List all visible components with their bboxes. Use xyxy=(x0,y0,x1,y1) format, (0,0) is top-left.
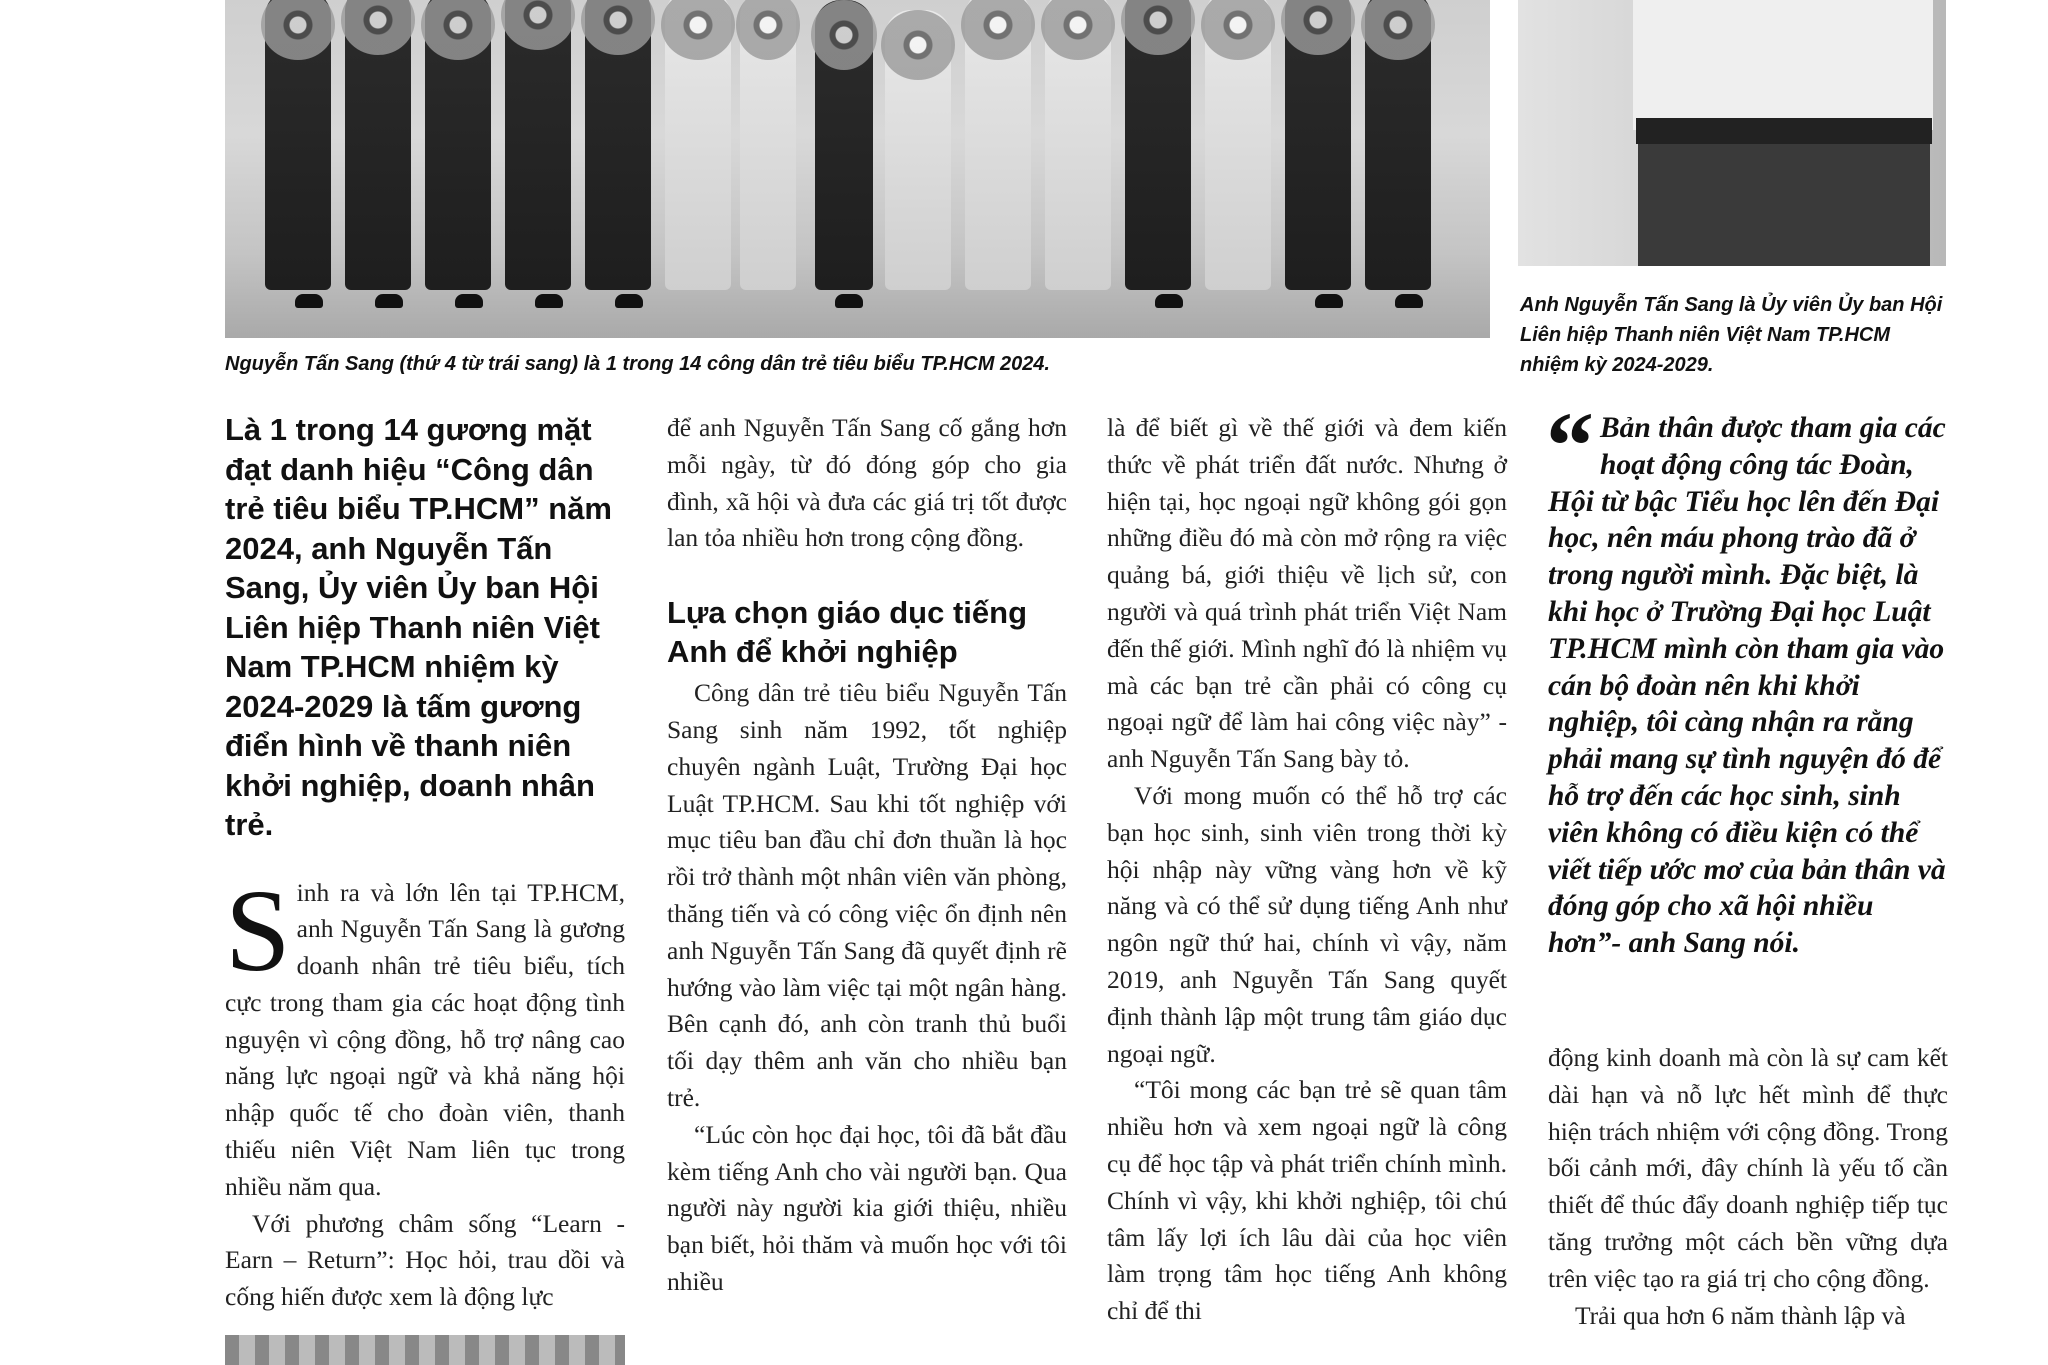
person-figure xyxy=(505,0,571,290)
article-paragraph: “Tôi mong các bạn trẻ sẽ quan tâm nhiều hơn và xem ngoại ngữ là công cụ để học tập và phát triển chính mình. Chính vì vậy, khi khởi nghiệp, tôi chú tâm lấy lợi ích lâu dài của học viên làm trọng tâm học tiếng Anh không chỉ để thi xyxy=(1107,1075,1507,1326)
person-figure xyxy=(1205,0,1271,290)
article-paragraph: động kinh doanh mà còn là sự cam kết dài hạn và nỗ lực hết mình để thực hiện trách nhiệm với cộng đồng. Trong bối cảnh mới, đây chính là yếu tố cần thiết để thúc đẩy doanh nghiệp tiếp tục tăng trưởng một cách bền vững dựa trên việc tạo ra giá trị cho cộng đồng. xyxy=(1548,1043,1948,1293)
group-photo-caption: Nguyễn Tấn Sang (thứ 4 từ trái sang) là 1 trong 14 công dân trẻ tiêu biểu TP.HCM 2024. xyxy=(225,353,1050,375)
person-figure xyxy=(1365,0,1431,290)
person-figure xyxy=(345,0,411,290)
article-paragraph: “Lúc còn học đại học, tôi đã bắt đầu kèm tiếng Anh cho vài người bạn. Qua người này người kia giới thiệu, nhiều bạn biết, hỏi thăm và muốn học với tôi nhiều xyxy=(667,1119,1067,1296)
person-figure xyxy=(815,0,873,290)
person-figure xyxy=(1285,0,1351,290)
portrait-photo-caption: Anh Nguyễn Tấn Sang là Ủy viên Ủy ban Hội Liên hiệp Thanh niên Việt Nam TP.HCM nhiệm kỳ 2024-2029. xyxy=(1520,294,1943,376)
person-figure xyxy=(885,10,951,290)
person-figure xyxy=(965,0,1031,290)
article-column-2 xyxy=(667,410,1067,1301)
quote-mark: “ xyxy=(1546,392,1594,499)
article-paragraph: Với mong muốn có thể hỗ trợ các bạn học sinh, sinh viên trong thời kỳ hội nhập này vững vàng hơn về kỹ năng và có thể sử dụng tiếng Anh như ngôn ngữ thứ hai, chính vì vậy, năm 2019, anh Nguyễn Tấn Sang quyết định thành lập một trung tâm giáo dục ngoại ngữ. xyxy=(1107,780,1507,1068)
person-figure xyxy=(1045,0,1111,290)
article-column-1 xyxy=(225,410,625,1316)
article-paragraph: Sinh ra và lớn lên tại TP.HCM, anh Nguyễn Tấn Sang là gương doanh nhân trẻ tiêu biểu, tích cực trong tham gia các hoạt động tình nguyện vì cộng đồng, hỗ trợ nâng cao năng lực ngoại ngữ và khả năng hội nhập quốc tế cho đoàn viên, thanh thiếu niên Việt Nam liên tục trong nhiều năm qua. xyxy=(225,864,625,1201)
drop-cap: S xyxy=(225,864,291,996)
person-figure xyxy=(425,0,491,290)
article-paragraph: Trải qua hơn 6 năm thành lập và xyxy=(1575,1300,1906,1330)
person-figure xyxy=(1125,0,1191,290)
pull-quote xyxy=(1546,392,1953,962)
person-figure xyxy=(265,0,331,290)
person-figure xyxy=(665,0,731,290)
pull-quote-text: Bản thân được tham gia các hoạt động công tác Đoàn, Hội từ bậc Tiểu học lên đến Đại học, nên máu phong trào đã ở trong người mình. Đặc biệt, là khi học ở Trường Đại học Luật TP.HCM mình còn tham gia vào cán bộ đoàn nên khi khởi nghiệp, tôi càng nhận ra rằng phải mang sự tình nguyện đó để hỗ trợ đến các học sinh, sinh viên không có điều kiện có thể viết tiếp ước mơ của bản thân và đóng góp cho xã hội nhiều hơn”- anh Sang nói. xyxy=(1548,412,1946,960)
group-photo xyxy=(225,0,1490,338)
article-column-3 xyxy=(1107,410,1507,1330)
article-paragraph: Công dân trẻ tiêu biểu Nguyễn Tấn Sang sinh năm 1992, tốt nghiệp chuyên ngành Luật, Trường Đại học Luật TP.HCM. Sau khi tốt nghiệp với mục tiêu ban đầu chỉ đơn thuần là học rồi trở thành một nhân viên văn phòng, thăng tiến và có công việc ổn định nên anh Nguyễn Tấn Sang đã quyết định rẽ hướng vào làm việc tại một ngân hàng. Bên cạnh đó, anh còn tranh thủ buổi tối dạy thêm anh văn cho nhiều bạn trẻ. xyxy=(667,678,1067,1112)
article-paragraph: để anh Nguyễn Tấn Sang cố gắng hơn mỗi ngày, từ đó đóng góp cho gia đình, xã hội và đưa các giá trị tốt được lan tỏa nhiều hơn trong cộng đồng. xyxy=(667,413,1067,553)
article-sapo: Là 1 trong 14 gương mặt đạt danh hiệu “Công dân trẻ tiêu biểu TP.HCM” năm 2024, anh Nguyễn Tấn Sang, Ủy viên Ủy ban Hội Liên hiệp Thanh niên Việt Nam TP.HCM nhiệm kỳ 2024-2029 là tấm gương điển hình về thanh niên khởi nghiệp, doanh nhân trẻ. xyxy=(225,412,612,842)
person-figure xyxy=(585,0,651,290)
person-figure xyxy=(740,0,796,290)
article-column-4 xyxy=(1548,1040,1948,1334)
article-subheading: Lựa chọn giáo dục tiếng Anh để khởi nghiệp xyxy=(667,595,1028,670)
article-paragraph: Với phương châm sống “Learn - Earn – Return”: Học hỏi, trau dồi và cống hiến được xem là động lực xyxy=(225,1208,625,1312)
article-paragraph: là để biết gì về thế giới và đem kiến thức về phát triển đất nước. Nhưng ở hiện tại, học ngoại ngữ không gói gọn những điều đó mà còn mở rộng ra việc quảng bá, giới thiệu về lịch sử, con người và quá trình phát triển Việt Nam đến thế giới. Mình nghĩ đó là nhiệm vụ mà các bạn trẻ cần phải có công cụ ngoại ngữ để làm hai công việc này” - anh Nguyễn Tấn Sang bày tỏ. xyxy=(1107,413,1507,774)
portrait-photo xyxy=(1518,0,1946,266)
bottom-photo xyxy=(225,1335,625,1365)
